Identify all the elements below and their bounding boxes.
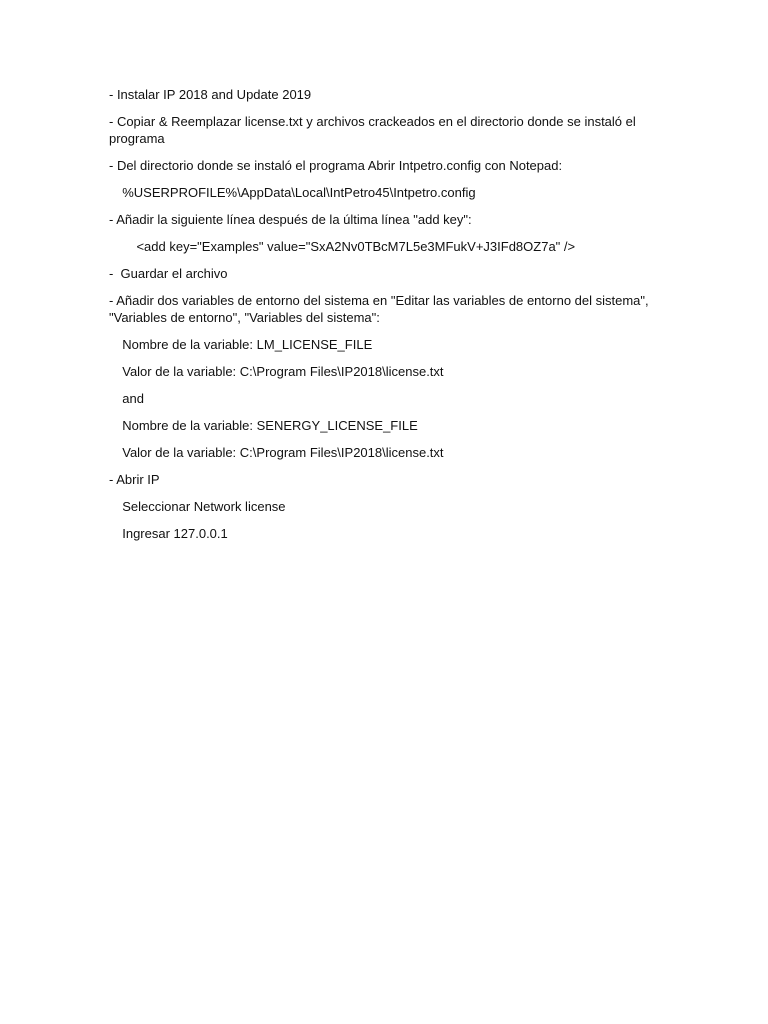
config-key-line: <add key="Examples" value="SxA2Nv0TBcM7L5e3MFukV+J3IFd8OZ7a" /> [122,239,576,254]
step-save-file: - Guardar el archivo [109,266,228,281]
step-open-config: - Del directorio donde se instaló el programa Abrir Intpetro.config con Notepad: [109,158,563,173]
env-var-name-1: Nombre de la variable: LM_LICENSE_FILE [115,337,373,352]
step-install: - Instalar IP 2018 and Update 2019 [109,87,312,102]
enter-localhost: Ingresar 127.0.0.1 [115,526,228,541]
env-var-value-2: Valor de la variable: C:\Program Files\IP2018\license.txt [115,445,444,460]
step-copy-replace: - Copiar & Reemplazar license.txt y archivos crackeados en el directorio donde se instaló el programa [109,114,640,146]
document-content [109,86,669,552]
env-var-name-2: Nombre de la variable: SENERGY_LICENSE_FILE [115,418,418,433]
step-add-env-vars: - Añadir dos variables de entorno del sistema en "Editar las variables de entorno del sistema", "Variables de entorno", "Variables del sistema": [109,293,653,325]
config-path: %USERPROFILE%\AppData\Local\IntPetro45\Intpetro.config [115,185,476,200]
connector-and: and [115,391,144,406]
env-var-value-1: Valor de la variable: C:\Program Files\IP2018\license.txt [115,364,444,379]
step-open-ip: - Abrir IP [109,472,160,487]
select-network-license: Seleccionar Network license [115,499,286,514]
step-add-line: - Añadir la siguiente línea después de la última línea "add key": [109,212,472,227]
